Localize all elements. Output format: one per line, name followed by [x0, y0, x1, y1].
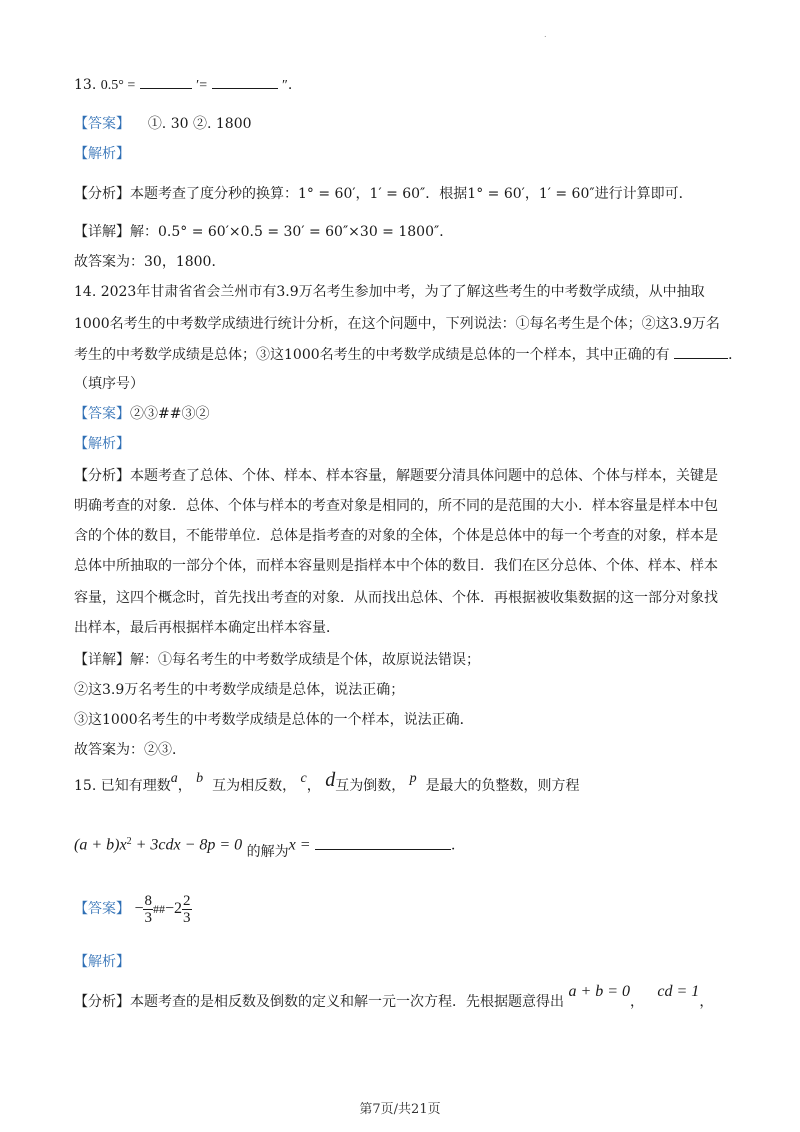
q14-fenxi-line: 【分析】本题考查了总体、个体、样本、样本容量，解题要分清具体问题中的总体、个体与样本，关键是 — [74, 468, 718, 484]
q15-blank — [315, 835, 451, 850]
q14-xiangjie-line: ②这3.9万名考生的中考数学成绩是总体，说法正确； — [74, 682, 405, 698]
answer-fraction: $\frac{8}{3}$ — [144, 892, 152, 926]
q14-line-2: 1000名考生的中考数学成绩进行统计分析，在这个问题中，下列说法：①每名考生是个体；②这3.9万名 — [74, 316, 720, 332]
q13-answer: 【答案】 ①. 30 ②. 1800 — [74, 116, 252, 132]
q13-analysis-tag: 【解析】 — [74, 146, 130, 162]
q14-answer: 【答案】②③##③② — [74, 406, 210, 422]
q14-analysis-tag: 【解析】 — [74, 436, 130, 452]
q14-blank — [674, 344, 728, 359]
q14-line-1: 14. 2023年甘肃省省会兰州市有3.9万名考生参加中考，为了了解这些考生的中考数学成绩，从中抽取 — [74, 284, 705, 300]
q15-equation: $(a + b)x^2 + 3cdx - 8p = 0$ 的解为x = ． — [74, 836, 465, 860]
q14-fenxi-line: 出样本，最后再根据样本确定出样本容量． — [74, 620, 340, 636]
q14-fenxi-line: 容量，这四个概念时，首先找出考查的对象．从而找出总体、个体．再根据被收集数据的这一部分对象找 — [74, 590, 718, 606]
answer-fraction: $\frac{2}{3}$ — [183, 892, 191, 926]
q13-blank-1 — [140, 74, 192, 89]
q13-xiangjie: 【详解】解：0.5° = 60′×0.5 = 30′ = 60″×30 = 1800″． — [74, 224, 454, 240]
q14-final: 故答案为：②③． — [74, 742, 186, 758]
q13-final: 故答案为：30，1800． — [74, 254, 226, 270]
page-mark: . — [544, 30, 547, 39]
q14-xiangjie-line: ③这1000名考生的中考数学成绩是总体的一个样本，说法正确． — [74, 712, 474, 728]
q15-analysis-tag: 【解析】 — [74, 954, 130, 970]
q13-question: 13. 0.5° = ′= ″. — [74, 74, 292, 96]
q14-fenxi-line: 总体中所抽取的一部分个体，而样本容量则是指样本中个体的数目．我们在区分总体、个体、样本、样本 — [74, 558, 718, 574]
q14-fenxi-line: 含的个体的数目，不能带单位．总体是指考查的对象的全体，个体是总体中的每一个考查的对象，样本是 — [74, 528, 718, 544]
q15-answer: 【答案】 − $\frac{8}{3}$ ##−2 $\frac{2}{3}$ — [74, 892, 191, 926]
q14-line-4: （填序号） — [74, 376, 144, 392]
q15-question: 15. 已知有理数a， b 互为相反数， c， d互为倒数， p 是最大的负整数，则方程 — [74, 769, 580, 794]
q13-fenxi: 【分析】本题考查了度分秒的换算：1° = 60′，1′ = 60″．根据1° = 60′，1′ = 60″进行计算即可． — [74, 186, 693, 202]
q15-fenxi: 【分析】本题考查的是相反数及倒数的定义和解一元一次方程．先根据题意得出 a + b = 0， cd = 1， — [74, 983, 714, 1010]
q13-blank-2 — [212, 74, 278, 89]
q14-line-3: 考生的中考数学成绩是总体；③这1000名考生的中考数学成绩是总体的一个样本，其中正确的有 ． — [74, 344, 742, 365]
q14-xiangjie-line: 【详解】解：①每名考生的中考数学成绩是个体，故原说法错误； — [74, 652, 480, 668]
q14-fenxi-line: 明确考查的对象．总体、个体与样本的考查对象是相同的，所不同的是范围的大小．样本容量是样本中包 — [74, 498, 718, 514]
page-footer: 第7页/共21页 — [359, 1102, 441, 1117]
